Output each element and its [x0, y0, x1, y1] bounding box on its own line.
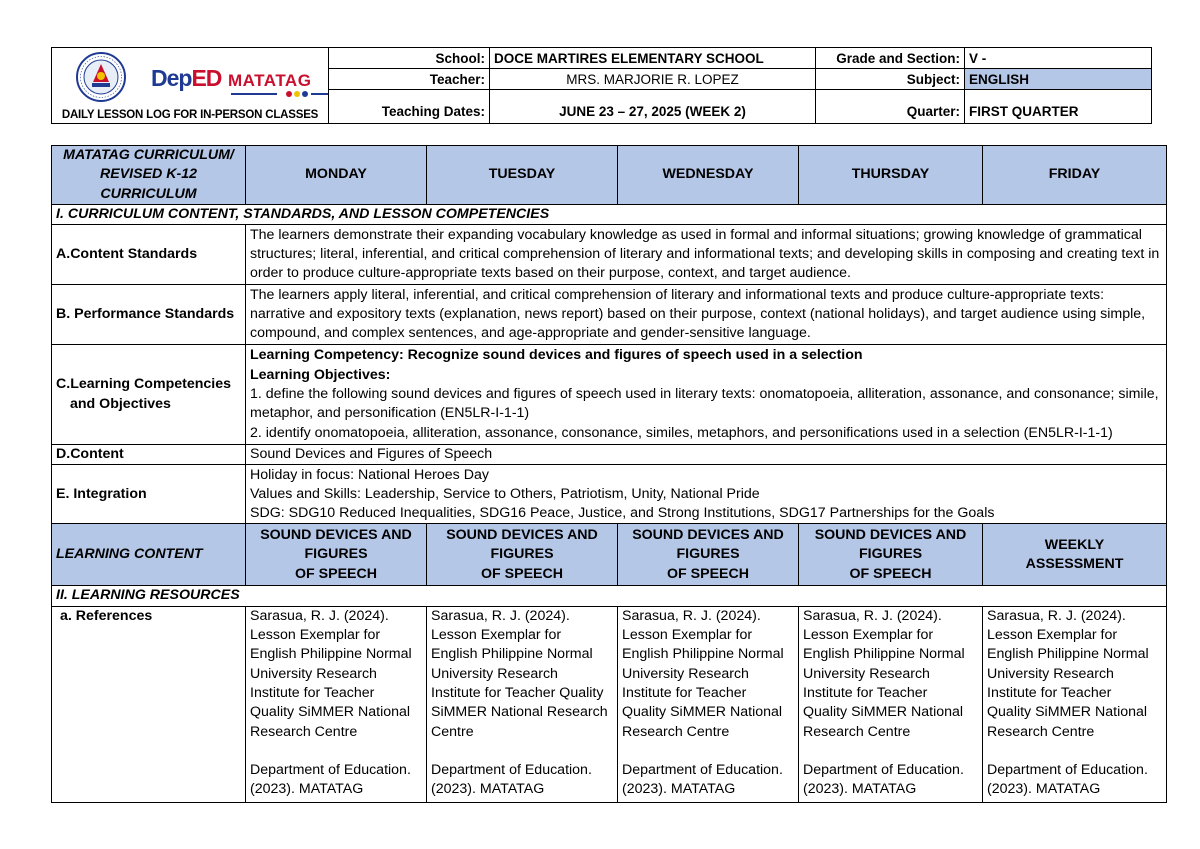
grade-section-label: Grade and Section:	[816, 48, 965, 69]
school-value: DOCE MARTIRES ELEMENTARY SCHOOL	[490, 48, 816, 69]
learning-content-thursday: SOUND DEVICES AND FIGURES OF SPEECH	[799, 524, 983, 586]
competencies-label: C.Learning Competencies and Objectives	[52, 345, 246, 445]
day-header-monday: MONDAY	[246, 146, 427, 205]
learning-competency: Learning Competency: Recognize sound devices and figures of speech used in a selection	[250, 347, 863, 364]
day-header-friday: FRIDAY	[983, 146, 1167, 205]
learning-content-row	[52, 524, 1167, 586]
section-learning-resources: II. LEARNING RESOURCES	[52, 586, 1167, 606]
day-header-thursday: THURSDAY	[799, 146, 983, 205]
performance-standards-text: The learners apply literal, inferential, and critical comprehension of literary and informational texts and produce culture-appropriate texts: narrative and expository texts (explanation, news report) based on their purpose, context (national holidays), and target audience using simple, compound, and complex sentences, and age-appropriate and gender-sensitive language.	[246, 285, 1167, 345]
content-standards-text: The learners demonstrate their expanding vocabulary knowledge as used in formal and informal situations; growing knowledge of grammatical structures; literal, inferential, and critical comprehension of literary and informational texts; and developing skills in composing and creating text in order to produce culture-appropriate texts based on their purpose, context, and target audience.	[246, 225, 1167, 285]
references-thursday: Sarasua, R. J. (2024). Lesson Exemplar for English Philippine Normal University Research Institute for Teacher Quality SiMMER National Research Centre Department of Education. (2023). MATATAG	[799, 606, 983, 802]
integration-label: E. Integration	[52, 465, 246, 524]
deped-logo: DepED	[151, 65, 222, 91]
performance-standards-label: B. Performance Standards	[52, 285, 246, 345]
learning-content-tuesday: SOUND DEVICES AND FIGURES OF SPEECH	[427, 524, 618, 586]
lesson-log-header	[51, 47, 1151, 123]
quarter-value: FIRST QUARTER	[965, 90, 1152, 124]
content-standards-label: A.Content Standards	[52, 225, 246, 285]
school-label: School:	[329, 48, 490, 69]
teacher-label: Teacher:	[329, 69, 490, 90]
matatag-tagline-icon	[231, 90, 329, 98]
learning-content-monday: SOUND DEVICES AND FIGURES OF SPEECH	[246, 524, 427, 586]
learning-objectives-title: Learning Objectives:	[250, 366, 391, 383]
subject-label: Subject:	[816, 69, 965, 90]
day-header-wednesday: WEDNESDAY	[618, 146, 799, 205]
subject-value: ENGLISH	[965, 69, 1152, 90]
day-header-row	[52, 146, 1167, 205]
logo-cell	[52, 48, 329, 124]
references-tuesday: Sarasua, R. J. (2024). Lesson Exemplar for English Philippine Normal University Research Institute for Teacher Quality SiMMER National Research Centre Department of Education. (2023). MATATAG	[427, 606, 618, 802]
document-title: DAILY LESSON LOG FOR IN-PERSON CLASSES	[61, 109, 319, 121]
learning-content-friday: WEEKLY ASSESSMENT	[983, 524, 1167, 586]
integration-text: Holiday in focus: National Heroes Day Values and Skills: Leadership, Service to Others, Patriotism, Unity, National Pride SDG: SDG10 Reduced Inequalities, SDG16 Peace, Justice, and Strong Institutions, SDG17 Partnerships for the Goals	[246, 465, 1167, 524]
references-label: a. References	[52, 606, 246, 802]
grade-section-value: V -	[965, 48, 1152, 69]
teaching-dates-value: JUNE 23 – 27, 2025 (WEEK 2)	[490, 90, 816, 124]
deped-seal-icon	[76, 52, 126, 102]
teacher-value: MRS. MARJORIE R. LOPEZ	[490, 69, 816, 90]
references-friday: Sarasua, R. J. (2024). Lesson Exemplar for English Philippine Normal University Research Institute for Teacher Quality SiMMER National Research Centre Department of Education. (2023). MATATAG	[983, 606, 1167, 802]
lesson-log-table	[51, 145, 1166, 803]
curriculum-header: MATATAG CURRICULUM/ REVISED K-12 CURRICULUM	[52, 146, 246, 205]
matatag-logo: MATATAG	[228, 71, 312, 90]
references-wednesday: Sarasua, R. J. (2024). Lesson Exemplar for English Philippine Normal University Research Institute for Teacher Quality SiMMER National Research Centre Department of Education. (2023). MATATAG	[618, 606, 799, 802]
learning-content-wednesday: SOUND DEVICES AND FIGURES OF SPEECH	[618, 524, 799, 586]
content-label: D.Content	[52, 445, 246, 465]
quarter-label: Quarter:	[816, 90, 965, 124]
references-row	[52, 606, 1167, 802]
teaching-dates-label: Teaching Dates:	[329, 90, 490, 124]
learning-content-label: LEARNING CONTENT	[52, 524, 246, 586]
references-monday: Sarasua, R. J. (2024). Lesson Exemplar for English Philippine Normal University Research Institute for Teacher Quality SiMMER National Research Centre Department of Education. (2023). MATATAG	[246, 606, 427, 802]
section-curriculum-content: I. CURRICULUM CONTENT, STANDARDS, AND LESSON COMPETENCIES	[52, 204, 1167, 224]
competencies-text: Learning Competency: Recognize sound devices and figures of speech used in a selection Learning Objectives: 1. define the following sound devices and figures of speech used in literary texts: onomatopoeia, alliteration, assonance, and consonance; simile, metaphor, and personification (EN5LR-I-1-1) 2. identify onomatopoeia, alliteration, assonance, consonance, similes, metaphors, and personifications used in a selection (EN5LR-I-1-1)	[246, 345, 1167, 445]
content-value: Sound Devices and Figures of Speech	[246, 445, 1167, 465]
day-header-tuesday: TUESDAY	[427, 146, 618, 205]
